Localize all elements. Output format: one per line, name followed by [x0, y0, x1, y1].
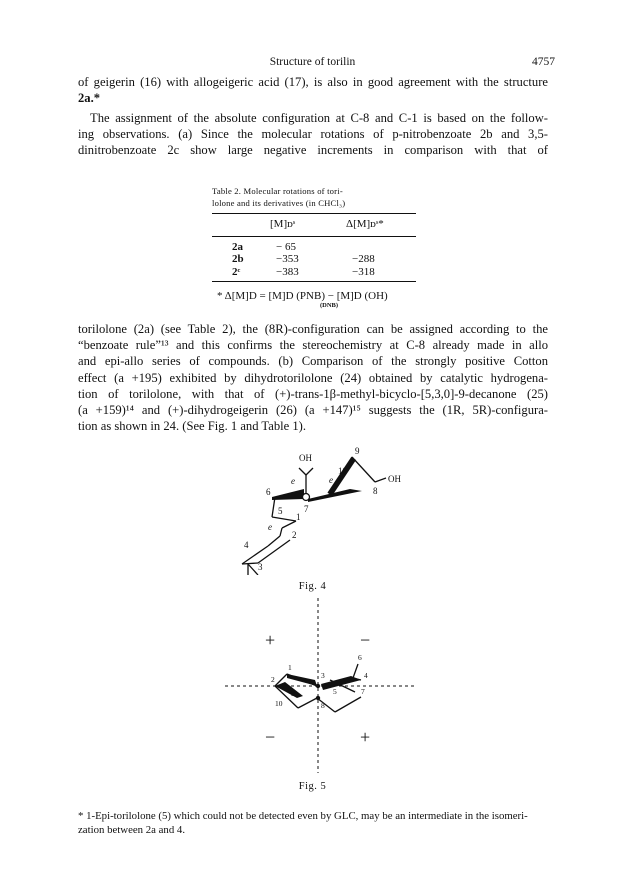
sign-top-right: − — [360, 630, 371, 650]
m-cell: − 65 — [276, 241, 296, 253]
figure-4-labels — [244, 446, 401, 572]
text-line: (a +159)¹⁴ and (+)-dihydrogeigerin (26) (a +147)¹⁵ suggests the (1R, 5R)-configura- — [78, 402, 548, 417]
paragraph-observations — [78, 321, 548, 434]
figure-4-caption: Fig. 4 — [298, 581, 327, 592]
axis-point — [316, 696, 320, 700]
text-line: tion as shown in 24. (See Fig. 1 and Table 1). — [78, 419, 306, 434]
compound-cell: 2a — [232, 241, 243, 253]
sign-bottom-left: − — [265, 727, 276, 747]
table-row — [212, 253, 416, 265]
table-footnote-sub: (DNB) — [320, 302, 339, 309]
text-line: tion of torilolone, with that of (+)-trans-1β-methyl-bicyclo-[5,3,0]-9-decanone (25) — [78, 386, 548, 401]
table-footnote-text: * Δ[M]D = [M]D (PNB) − [M]D (OH) — [217, 290, 388, 302]
paragraph-continuation — [78, 74, 548, 106]
table-row — [212, 241, 416, 253]
m-cell: −383 — [276, 265, 299, 278]
label-atom: 6 — [266, 487, 271, 497]
axis-point — [316, 684, 320, 688]
label-atom: 3 — [321, 671, 325, 680]
label-atom: 8 — [373, 486, 378, 496]
table-caption-line: lolone and its derivatives (in CHCl₃) — [212, 198, 346, 208]
text-line: The assignment of the absolute configuration at C-8 and C-1 is based on the follow- — [90, 111, 548, 125]
label-atom: 1 — [296, 512, 301, 522]
table-row — [212, 266, 416, 278]
label-atom: 9 — [291, 689, 295, 698]
footnote-line: zation between 2a and 4. — [78, 823, 186, 836]
table-bottom-rule — [212, 281, 416, 282]
label-atom: 8 — [321, 701, 325, 710]
delta-cell: −318 — [352, 265, 375, 278]
running-header-title: Structure of torilin — [269, 56, 356, 68]
text-line: dinitrobenzoate 2c show large negative increments in comparison with that of — [78, 143, 548, 158]
wedge-bond — [287, 674, 317, 686]
text-line: and epi-allo series of compounds. (b) Comparison of the strongly positive Cotton — [78, 354, 548, 369]
delta-cell: −288 — [352, 253, 375, 266]
footnote-line: * 1-Epi-torilolone (5) which could not be detected even by GLC, may be an intermediate in the isomeri- — [78, 810, 528, 822]
page-footnote — [78, 810, 548, 838]
table-caption — [212, 185, 416, 209]
compound-cell: 2b — [232, 253, 244, 266]
wedge-bond — [272, 489, 304, 500]
table-footnote — [217, 290, 388, 309]
label-atom: 10 — [275, 699, 283, 708]
compound-cell: 2ᶜ — [232, 265, 241, 278]
text-line: effect (a +195) exhibited by dihydrotorilolone (24) obtained by catalytic hydrogena- — [78, 370, 548, 385]
table-top-rule — [212, 213, 416, 214]
label-oh: OH — [299, 453, 312, 463]
label-atom: 6 — [358, 653, 362, 662]
paragraph-assignment — [78, 110, 548, 159]
figure-4-drawing — [200, 440, 430, 575]
label-e: e — [268, 522, 272, 532]
figure-5-drawing — [225, 598, 415, 773]
col-header-delta: Δ[M]ᴅˢ* — [346, 218, 384, 230]
text-line: of geigerin (16) with allogeigeric acid (17), is also in good agreement with the structure — [78, 75, 548, 89]
label-atom: 7 — [304, 504, 309, 514]
label-atom: 1 — [288, 663, 292, 672]
text-line: “benzoate rule”¹³ and this confirms the stereochemistry at C-8 already made in allo — [78, 338, 548, 353]
figure-4-bonds — [242, 457, 386, 575]
sign-top-left: + — [265, 630, 276, 650]
table-header-row — [212, 218, 416, 230]
label-atom: 7 — [361, 687, 365, 696]
label-oh: OH — [388, 474, 401, 484]
text-line: ing observations. (a) Since the molecular rotations of p-nitrobenzoate 2b and 3,5- — [78, 127, 548, 142]
label-atom: 3 — [258, 562, 263, 572]
page-number: 4757 — [532, 56, 555, 68]
col-header-m: [M]ᴅˢ — [270, 218, 296, 230]
label-e: e — [291, 476, 295, 486]
table-mid-rule — [212, 236, 416, 237]
table-caption-line: Table 2. Molecular rotations of tori- — [212, 186, 343, 196]
text-line: 2a.* — [78, 91, 101, 106]
label-atom: 2 — [292, 530, 297, 540]
m-cell: −353 — [276, 253, 299, 266]
text-line: torilolone (2a) (see Table 2), the (8R)-configuration can be assigned according to the — [78, 322, 548, 336]
label-atom: 5 — [333, 687, 337, 696]
wedge-bond — [321, 676, 361, 690]
label-atom: 4 — [364, 671, 368, 680]
figure-5-caption: Fig. 5 — [298, 781, 327, 792]
label-atom: 2 — [271, 675, 275, 684]
sign-bottom-right: + — [360, 727, 371, 747]
label-atom: 9 — [355, 446, 360, 456]
label-atom: 10 — [338, 466, 347, 476]
carbonyl-circle — [303, 494, 310, 501]
table-body — [212, 241, 416, 278]
label-atom: 5 — [278, 506, 283, 516]
label-atom: 4 — [244, 540, 249, 550]
label-e: e — [329, 475, 333, 485]
